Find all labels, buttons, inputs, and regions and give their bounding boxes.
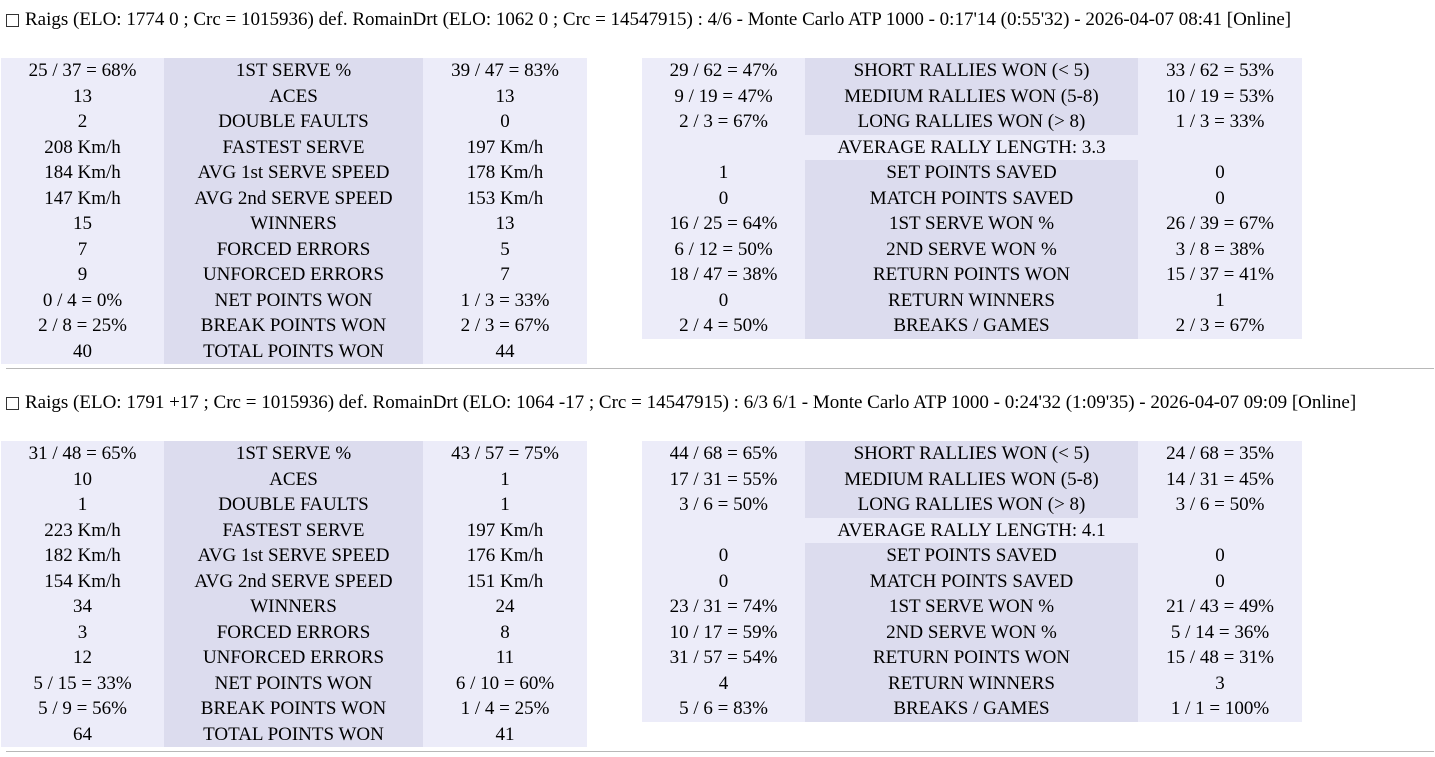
player1-value: 154 Km/h xyxy=(1,569,164,595)
stat-row xyxy=(1,467,587,493)
match-checkbox[interactable] xyxy=(6,14,19,27)
stat-label: LONG RALLIES WON (> 8) xyxy=(805,109,1138,135)
player2-value: 24 / 68 = 35% xyxy=(1138,441,1302,467)
stat-label: 1ST SERVE % xyxy=(164,58,423,84)
stat-label: BREAK POINTS WON xyxy=(164,696,423,722)
player2-value: 14 / 31 = 45% xyxy=(1138,467,1302,493)
serve-stats-table xyxy=(1,441,587,747)
serve-stats-table xyxy=(1,58,587,364)
player2-value: 197 Km/h xyxy=(423,135,587,161)
stat-label: TOTAL POINTS WON xyxy=(164,722,423,748)
stat-label: RETURN POINTS WON xyxy=(805,262,1138,288)
stat-label: WINNERS xyxy=(164,211,423,237)
player1-value: 0 xyxy=(642,288,805,314)
average-rally-row xyxy=(642,518,1302,544)
player1-value: 223 Km/h xyxy=(1,518,164,544)
stat-row xyxy=(1,543,587,569)
player2-value: 153 Km/h xyxy=(423,186,587,212)
player1-value: 9 xyxy=(1,262,164,288)
player1-value: 34 xyxy=(1,594,164,620)
player2-value: 2 / 3 = 67% xyxy=(1138,313,1302,339)
stat-label: 1ST SERVE WON % xyxy=(805,594,1138,620)
stat-row xyxy=(642,288,1302,314)
rally-row xyxy=(642,467,1302,493)
player2-value: 3 / 6 = 50% xyxy=(1138,492,1302,518)
stat-row xyxy=(1,696,587,722)
stat-label: DOUBLE FAULTS xyxy=(164,492,423,518)
stat-label: BREAKS / GAMES xyxy=(805,696,1138,722)
player2-value: 15 / 48 = 31% xyxy=(1138,645,1302,671)
stat-row xyxy=(642,313,1302,339)
stat-label: BREAK POINTS WON xyxy=(164,313,423,339)
player1-value: 2 xyxy=(1,109,164,135)
player1-value: 9 / 19 = 47% xyxy=(642,84,805,110)
stat-row xyxy=(1,441,587,467)
average-rally-length: AVERAGE RALLY LENGTH: 4.1 xyxy=(805,518,1138,544)
player1-value: 12 xyxy=(1,645,164,671)
player1-value: 64 xyxy=(1,722,164,748)
stat-label: UNFORCED ERRORS xyxy=(164,645,423,671)
stat-label: MEDIUM RALLIES WON (5-8) xyxy=(805,467,1138,493)
stat-label: FASTEST SERVE xyxy=(164,518,423,544)
stat-row xyxy=(1,288,587,314)
rally-stats-table xyxy=(642,58,1302,339)
player1-value: 1 xyxy=(642,160,805,186)
stat-label: RETURN POINTS WON xyxy=(805,645,1138,671)
player1-value: 16 / 25 = 64% xyxy=(642,211,805,237)
player2-value: 44 xyxy=(423,339,587,365)
stat-row xyxy=(1,492,587,518)
stat-label: SHORT RALLIES WON (< 5) xyxy=(805,58,1138,84)
player2-value: 6 / 10 = 60% xyxy=(423,671,587,697)
match-title: Raigs (ELO: 1791 +17 ; Crc = 1015936) def. RomainDrt (ELO: 1064 -17 ; Crc = 14547915) : 6/3 6/1 - Monte Carlo ATP 1000 - 0:24'32 (1:09'35) - 2026-04-07 09:09 [Online] xyxy=(25,392,1357,413)
player2-value: 26 / 39 = 67% xyxy=(1138,211,1302,237)
rally-row xyxy=(642,492,1302,518)
player2-value: 1 xyxy=(423,492,587,518)
stat-row xyxy=(642,594,1302,620)
player2-value: 1 xyxy=(423,467,587,493)
stat-label: 1ST SERVE % xyxy=(164,441,423,467)
player2-value: 3 / 8 = 38% xyxy=(1138,237,1302,263)
stat-row xyxy=(1,620,587,646)
player1-value: 10 / 17 = 59% xyxy=(642,620,805,646)
blank-cell xyxy=(1138,135,1302,161)
player1-value: 3 / 6 = 50% xyxy=(642,492,805,518)
player2-value: 5 xyxy=(423,237,587,263)
player1-value: 31 / 48 = 65% xyxy=(1,441,164,467)
stat-row xyxy=(642,620,1302,646)
player1-value: 3 xyxy=(1,620,164,646)
player2-value: 151 Km/h xyxy=(423,569,587,595)
player1-value: 182 Km/h xyxy=(1,543,164,569)
stat-row xyxy=(642,160,1302,186)
player2-value: 10 / 19 = 53% xyxy=(1138,84,1302,110)
player2-value: 13 xyxy=(423,211,587,237)
stat-row xyxy=(1,186,587,212)
player1-value: 29 / 62 = 47% xyxy=(642,58,805,84)
stat-label: NET POINTS WON xyxy=(164,288,423,314)
stat-row xyxy=(1,645,587,671)
player2-value: 0 xyxy=(1138,186,1302,212)
match-divider xyxy=(6,368,1434,369)
player1-value: 2 / 3 = 67% xyxy=(642,109,805,135)
stat-row xyxy=(642,696,1302,722)
player1-value: 13 xyxy=(1,84,164,110)
player2-value: 8 xyxy=(423,620,587,646)
stat-label: RETURN WINNERS xyxy=(805,288,1138,314)
player1-value: 17 / 31 = 55% xyxy=(642,467,805,493)
player2-value: 0 xyxy=(423,109,587,135)
player2-value: 176 Km/h xyxy=(423,543,587,569)
player1-value: 15 xyxy=(1,211,164,237)
player2-value: 1 / 4 = 25% xyxy=(423,696,587,722)
stat-label: FASTEST SERVE xyxy=(164,135,423,161)
stat-row xyxy=(1,594,587,620)
stat-label: AVG 2nd SERVE SPEED xyxy=(164,569,423,595)
player2-value: 7 xyxy=(423,262,587,288)
stat-label: FORCED ERRORS xyxy=(164,620,423,646)
player1-value: 0 xyxy=(642,569,805,595)
stat-label: SHORT RALLIES WON (< 5) xyxy=(805,441,1138,467)
player2-value: 1 / 3 = 33% xyxy=(423,288,587,314)
match-header xyxy=(6,7,1291,33)
player1-value: 25 / 37 = 68% xyxy=(1,58,164,84)
player2-value: 2 / 3 = 67% xyxy=(423,313,587,339)
blank-cell xyxy=(642,135,805,161)
player2-value: 1 xyxy=(1138,288,1302,314)
player2-value: 1 / 1 = 100% xyxy=(1138,696,1302,722)
stat-row xyxy=(1,58,587,84)
player2-value: 0 xyxy=(1138,569,1302,595)
blank-cell xyxy=(1138,518,1302,544)
stat-label: ACES xyxy=(164,467,423,493)
stat-label: 2ND SERVE WON % xyxy=(805,237,1138,263)
player1-value: 184 Km/h xyxy=(1,160,164,186)
rally-row xyxy=(642,441,1302,467)
player1-value: 4 xyxy=(642,671,805,697)
stat-row xyxy=(1,211,587,237)
stat-row xyxy=(642,671,1302,697)
player2-value: 3 xyxy=(1138,671,1302,697)
stat-label: DOUBLE FAULTS xyxy=(164,109,423,135)
player2-value: 11 xyxy=(423,645,587,671)
rally-row xyxy=(642,109,1302,135)
stat-label: AVG 2nd SERVE SPEED xyxy=(164,186,423,212)
player1-value: 147 Km/h xyxy=(1,186,164,212)
stat-label: SET POINTS SAVED xyxy=(805,160,1138,186)
stat-row xyxy=(1,722,587,748)
stat-row xyxy=(642,211,1302,237)
player2-value: 39 / 47 = 83% xyxy=(423,58,587,84)
player1-value: 23 / 31 = 74% xyxy=(642,594,805,620)
player1-value: 1 xyxy=(1,492,164,518)
player2-value: 33 / 62 = 53% xyxy=(1138,58,1302,84)
stat-row xyxy=(1,339,587,365)
player1-value: 31 / 57 = 54% xyxy=(642,645,805,671)
stat-label: 2ND SERVE WON % xyxy=(805,620,1138,646)
stat-label: AVG 1st SERVE SPEED xyxy=(164,543,423,569)
player2-value: 5 / 14 = 36% xyxy=(1138,620,1302,646)
stat-row xyxy=(1,262,587,288)
stat-label: UNFORCED ERRORS xyxy=(164,262,423,288)
match-header xyxy=(6,390,1356,416)
player1-value: 40 xyxy=(1,339,164,365)
stat-row xyxy=(1,237,587,263)
stat-row xyxy=(642,237,1302,263)
player1-value: 0 xyxy=(642,543,805,569)
stat-row xyxy=(1,160,587,186)
player2-value: 41 xyxy=(423,722,587,748)
player1-value: 44 / 68 = 65% xyxy=(642,441,805,467)
stat-label: RETURN WINNERS xyxy=(805,671,1138,697)
stat-row xyxy=(642,186,1302,212)
match-divider xyxy=(6,751,1434,752)
stat-row xyxy=(1,84,587,110)
match-checkbox[interactable] xyxy=(6,397,19,410)
stat-label: WINNERS xyxy=(164,594,423,620)
player2-value: 21 / 43 = 49% xyxy=(1138,594,1302,620)
stat-label: MATCH POINTS SAVED xyxy=(805,186,1138,212)
stat-row xyxy=(1,518,587,544)
stat-row xyxy=(1,135,587,161)
player1-value: 0 / 4 = 0% xyxy=(1,288,164,314)
average-rally-row xyxy=(642,135,1302,161)
player1-value: 5 / 15 = 33% xyxy=(1,671,164,697)
stat-row xyxy=(1,671,587,697)
blank-cell xyxy=(642,518,805,544)
stat-row xyxy=(1,313,587,339)
player1-value: 18 / 47 = 38% xyxy=(642,262,805,288)
player2-value: 0 xyxy=(1138,160,1302,186)
rally-row xyxy=(642,58,1302,84)
player2-value: 13 xyxy=(423,84,587,110)
stat-label: TOTAL POINTS WON xyxy=(164,339,423,365)
player2-value: 43 / 57 = 75% xyxy=(423,441,587,467)
stat-row xyxy=(642,262,1302,288)
average-rally-length: AVERAGE RALLY LENGTH: 3.3 xyxy=(805,135,1138,161)
stat-label: BREAKS / GAMES xyxy=(805,313,1138,339)
stat-label: 1ST SERVE WON % xyxy=(805,211,1138,237)
player1-value: 0 xyxy=(642,186,805,212)
stat-row xyxy=(642,645,1302,671)
player2-value: 0 xyxy=(1138,543,1302,569)
stat-row xyxy=(1,569,587,595)
rally-stats-table xyxy=(642,441,1302,722)
player2-value: 1 / 3 = 33% xyxy=(1138,109,1302,135)
player1-value: 2 / 4 = 50% xyxy=(642,313,805,339)
player1-value: 2 / 8 = 25% xyxy=(1,313,164,339)
player1-value: 7 xyxy=(1,237,164,263)
player1-value: 208 Km/h xyxy=(1,135,164,161)
stat-label: MATCH POINTS SAVED xyxy=(805,569,1138,595)
stat-label: AVG 1st SERVE SPEED xyxy=(164,160,423,186)
rally-row xyxy=(642,84,1302,110)
stat-label: SET POINTS SAVED xyxy=(805,543,1138,569)
player2-value: 15 / 37 = 41% xyxy=(1138,262,1302,288)
stat-row xyxy=(1,109,587,135)
stat-label: ACES xyxy=(164,84,423,110)
player2-value: 197 Km/h xyxy=(423,518,587,544)
player2-value: 178 Km/h xyxy=(423,160,587,186)
player1-value: 6 / 12 = 50% xyxy=(642,237,805,263)
stat-label: LONG RALLIES WON (> 8) xyxy=(805,492,1138,518)
player1-value: 10 xyxy=(1,467,164,493)
stat-label: FORCED ERRORS xyxy=(164,237,423,263)
player1-value: 5 / 6 = 83% xyxy=(642,696,805,722)
stat-label: NET POINTS WON xyxy=(164,671,423,697)
stat-row xyxy=(642,543,1302,569)
player1-value: 5 / 9 = 56% xyxy=(1,696,164,722)
stat-label: MEDIUM RALLIES WON (5-8) xyxy=(805,84,1138,110)
player2-value: 24 xyxy=(423,594,587,620)
match-title: Raigs (ELO: 1774 0 ; Crc = 1015936) def. RomainDrt (ELO: 1062 0 ; Crc = 14547915) : 4/6 - Monte Carlo ATP 1000 - 0:17'14 (0:55'32) - 2026-04-07 08:41 [Online] xyxy=(25,9,1292,30)
stat-row xyxy=(642,569,1302,595)
